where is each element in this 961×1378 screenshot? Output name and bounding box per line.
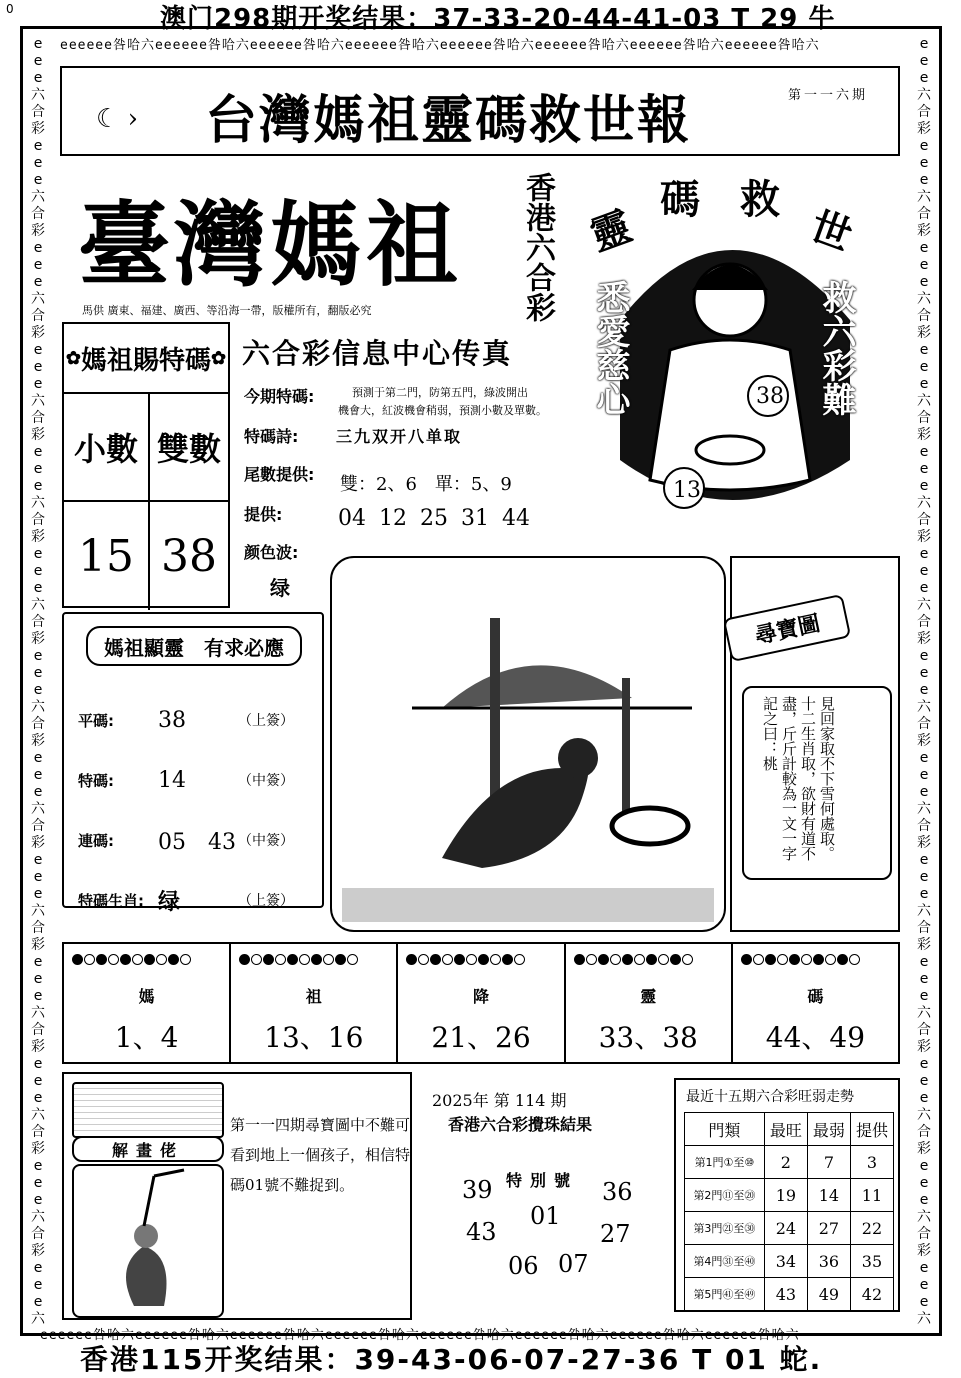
- arc-char-2: 碼: [660, 176, 700, 223]
- ball-strip: [574, 950, 694, 969]
- poem-line: 不下雪何處取。: [818, 756, 836, 861]
- number-group: [398, 944, 565, 1062]
- row-value: 38: [158, 707, 186, 733]
- header-deco: ☾ ›: [96, 104, 138, 134]
- result-num-1: 39: [462, 1176, 493, 1204]
- top-banner: [0, 0, 961, 34]
- buddha-num-1: 38: [756, 384, 784, 409]
- left-char-3: 慈: [590, 348, 630, 382]
- ball-strip: [239, 950, 359, 969]
- trend-header-cell: 提供: [850, 1113, 893, 1146]
- trend-label: 第2門⑪至⑳: [685, 1179, 765, 1212]
- right-char-3: 彩: [816, 348, 856, 382]
- number-group: [566, 944, 733, 1062]
- border-pattern-bottom: ееееее咎哈六ееееее咎哈六ееееее咎哈六ееееее咎哈六ееееее咎哈六ееееее咎哈六ееееее咎哈六ееееее咎哈六: [40, 1328, 800, 1343]
- group-char: 靈: [640, 987, 657, 1006]
- trend-label: 第5門㊶至㊾: [685, 1278, 765, 1311]
- publisher-note: 馬供 廣東、福建、廣西、等沿海一帶，版權所有，翻版必究: [82, 304, 372, 317]
- result-num-4: 07: [558, 1250, 589, 1278]
- special-number: 01: [530, 1202, 561, 1230]
- border-pattern-top: ееееее咎哈六ееееее咎哈六ееееее咎哈六ееееее咎哈六ееееее咎哈六ееееее咎哈六ееееее咎哈六ееееее咎哈六: [60, 38, 820, 53]
- issue-number: 第一一六期: [788, 88, 869, 103]
- trend-offer: 22: [850, 1212, 893, 1245]
- trend-offer: 35: [850, 1245, 893, 1278]
- group-char: 媽: [138, 987, 155, 1006]
- brand-sub: 香港六合彩: [520, 172, 555, 322]
- bottom-banner: [0, 1336, 961, 1376]
- response-rows: [78, 690, 318, 930]
- row-value: 绿: [158, 888, 181, 915]
- trend-label: 第3門㉑至㉚: [685, 1212, 765, 1245]
- left-char-4: 心: [590, 382, 630, 416]
- gift-box: [62, 322, 230, 608]
- arc-char-4: 世: [804, 202, 858, 261]
- child-illustration: [72, 1164, 224, 1318]
- ball-strip: [406, 950, 526, 969]
- result-panel: [418, 1072, 668, 1320]
- group-nums: 13、16: [264, 1021, 364, 1054]
- result-title-2: 香港六合彩攪珠結果: [448, 1115, 593, 1134]
- info-l1-label: 今期特碼:: [244, 387, 315, 406]
- trend-header-cell: 最弱: [807, 1113, 850, 1146]
- trend-header-cell: 門類: [685, 1113, 765, 1146]
- number-group: [231, 944, 398, 1062]
- trend-offer: 42: [850, 1278, 893, 1311]
- trend-max: 24: [764, 1212, 807, 1245]
- corner-mark: 0: [6, 2, 14, 16]
- info-l1-a: 預測于第二門，防第五門，綠波開出: [352, 386, 528, 399]
- child-image: [74, 1166, 218, 1312]
- info-title: 六合彩信息中心传真: [242, 337, 513, 370]
- group-nums: 1、4: [114, 1021, 179, 1054]
- trend-min: 49: [807, 1278, 850, 1311]
- poem-line: 十二生肖取，: [799, 696, 817, 786]
- info-l5-label: 颜色波:: [244, 543, 299, 562]
- left-char-1: 悉: [590, 280, 630, 314]
- info-l4-val: 04 12 25 31 44: [338, 506, 530, 531]
- result-num-5: 27: [600, 1220, 631, 1248]
- trend-title: 最近十五期六合彩旺弱走勢: [686, 1089, 854, 1105]
- right-char-2: 六: [816, 314, 856, 348]
- trend-row: [685, 1212, 894, 1245]
- buddha-num-2: 13: [673, 478, 701, 503]
- row-label: 特碼:: [78, 771, 114, 790]
- trend-row: [685, 1146, 894, 1179]
- trend-max: 2: [764, 1146, 807, 1179]
- row-label: 特碼生肖:: [78, 891, 144, 910]
- trend-label: 第4門㉛至㊵: [685, 1245, 765, 1278]
- number-group: [64, 944, 231, 1062]
- poem-line: 見回家取: [818, 696, 836, 756]
- result-num-3: 06: [508, 1252, 539, 1280]
- trend-min: 14: [807, 1179, 850, 1212]
- special-label: 特別號: [506, 1171, 579, 1190]
- info-l2-val: 三九双开八单取: [336, 427, 463, 446]
- group-char: 降: [473, 987, 490, 1006]
- ball-strip: [741, 950, 861, 969]
- number-group: [733, 944, 898, 1062]
- trend-header-cell: 最旺: [764, 1113, 807, 1146]
- cat-illustration: [332, 558, 724, 930]
- gift-title-text: 媽祖賜特碼: [80, 345, 211, 376]
- group-char: 祖: [305, 987, 322, 1006]
- number-groups: [62, 942, 900, 1064]
- trend-row: [685, 1245, 894, 1278]
- trend-min: 36: [807, 1245, 850, 1278]
- treasure-poem: [760, 696, 836, 866]
- trend-row: [685, 1179, 894, 1212]
- trend-max: 43: [764, 1278, 807, 1311]
- row-tag: （中簽）: [238, 773, 294, 789]
- trend-min: 7: [807, 1146, 850, 1179]
- row-label: 平碼:: [78, 711, 114, 730]
- trend-label: 第1門①至⑩: [685, 1146, 765, 1179]
- info-l1-b: 機會大，紅波機會稍弱，預測小數及單數。: [338, 404, 547, 417]
- flower-icon: ✿: [65, 347, 81, 369]
- trend-min: 27: [807, 1212, 850, 1245]
- info-l3-val: 雙：2、6 單：5、9: [340, 474, 512, 495]
- solver-text: 第一一四期尋寶圖中不難可看到地上一個孩子，相信特碼01號不難捉到。: [230, 1116, 411, 1194]
- trend-table: [684, 1112, 894, 1311]
- trend-max: 19: [764, 1179, 807, 1212]
- double-label: 雙數: [156, 430, 221, 468]
- result-num-2: 43: [466, 1218, 497, 1246]
- group-char: 碼: [807, 987, 824, 1006]
- buddha-right-text: [816, 280, 856, 416]
- page-title: 台灣媽祖靈碼救世報: [205, 91, 692, 151]
- poem-line: 一字記之曰：桃: [761, 696, 798, 861]
- gift-title: [64, 324, 228, 394]
- group-nums: 21、26: [431, 1021, 531, 1054]
- gift-num-2: 38: [161, 530, 217, 582]
- solver-box: [62, 1072, 412, 1320]
- result-num-6: 36: [602, 1178, 633, 1206]
- response-title: 媽祖顯靈 有求必應: [86, 626, 302, 666]
- hk-result-text: 香港115开奖结果：39-43-06-07-27-36 T 01 蛇.: [80, 1343, 823, 1376]
- book-illustration: [72, 1082, 224, 1138]
- arc-char-3: 救: [740, 176, 780, 223]
- result-title-1: 2025年 第 114 期: [432, 1091, 567, 1110]
- gift-num-1: 15: [64, 502, 150, 610]
- solver-title: 解畫佬: [72, 1136, 224, 1162]
- row-tag: （中簽）: [238, 833, 294, 849]
- trend-max: 34: [764, 1245, 807, 1278]
- right-char-1: 救: [816, 280, 856, 314]
- trend-box: [674, 1078, 900, 1312]
- border-pattern-left: e e e 六 合 彩 e e e 六 合 彩 e e e 六 合 彩 e e e 六 合 彩 e e e 六 合 彩 e e e 六 合 彩 e e e 六 合 彩 e e e 六 合 彩 e e e 六 合 彩 e e e 六 合 彩 e e e 六 合 彩 e e e 六 合 彩 e e e 六: [31, 36, 45, 1326]
- trend-offer: 11: [850, 1179, 893, 1212]
- info-l3-label: 尾數提供:: [244, 465, 315, 484]
- row-label: 連碼:: [78, 831, 114, 850]
- row-tag: （上簽）: [238, 713, 294, 729]
- treasure-title: 尋寶圖: [723, 594, 851, 662]
- group-nums: 33、38: [598, 1021, 698, 1054]
- brand-name: 臺灣媽祖: [78, 191, 463, 299]
- info-l2-label: 特碼詩:: [244, 427, 299, 446]
- arc-char-1: 靈: [584, 202, 638, 261]
- flower-icon: ✿: [211, 347, 227, 369]
- left-char-2: 愛: [590, 314, 630, 348]
- buddha-illustration: [580, 160, 880, 540]
- group-nums: 44、49: [765, 1021, 866, 1054]
- response-row: [78, 870, 318, 930]
- illustration-frame: [330, 556, 726, 932]
- trend-row: [685, 1278, 894, 1311]
- trend-header-row: [685, 1113, 894, 1146]
- row-value: 14: [158, 767, 186, 793]
- right-char-4: 難: [816, 382, 856, 416]
- buddha-left-text: [590, 280, 630, 416]
- poem-line: 斤斤計較為一文: [780, 726, 798, 831]
- row-value: 05 43: [158, 829, 236, 855]
- info-l5-val: 绿: [270, 576, 290, 600]
- small-label: 小數: [64, 394, 150, 500]
- poem-line: 欲財有道不盡，: [780, 696, 817, 861]
- response-row: [78, 750, 318, 810]
- border-pattern-right: e e e 六 合 彩 e e e 六 合 彩 e e e 六 合 彩 e e e 六 合 彩 e e e 六 合 彩 e e e 六 合 彩 e e e 六 合 彩 e e e 六 合 彩 e e e 六 合 彩 e e e 六 合 彩 e e e 六 合 彩 e e e 六 合 彩 e e e 六: [917, 36, 931, 1326]
- treasure-box: [730, 556, 900, 932]
- response-row: [78, 810, 318, 870]
- trend-offer: 3: [850, 1146, 893, 1179]
- row-tag: （上簽）: [238, 893, 294, 909]
- response-row: [78, 690, 318, 750]
- ball-strip: [72, 950, 192, 969]
- info-l4-label: 提供:: [244, 505, 283, 524]
- macau-result-text: 澳门298期开奖结果：37-33-20-44-41-03 T 29 牛: [160, 4, 836, 34]
